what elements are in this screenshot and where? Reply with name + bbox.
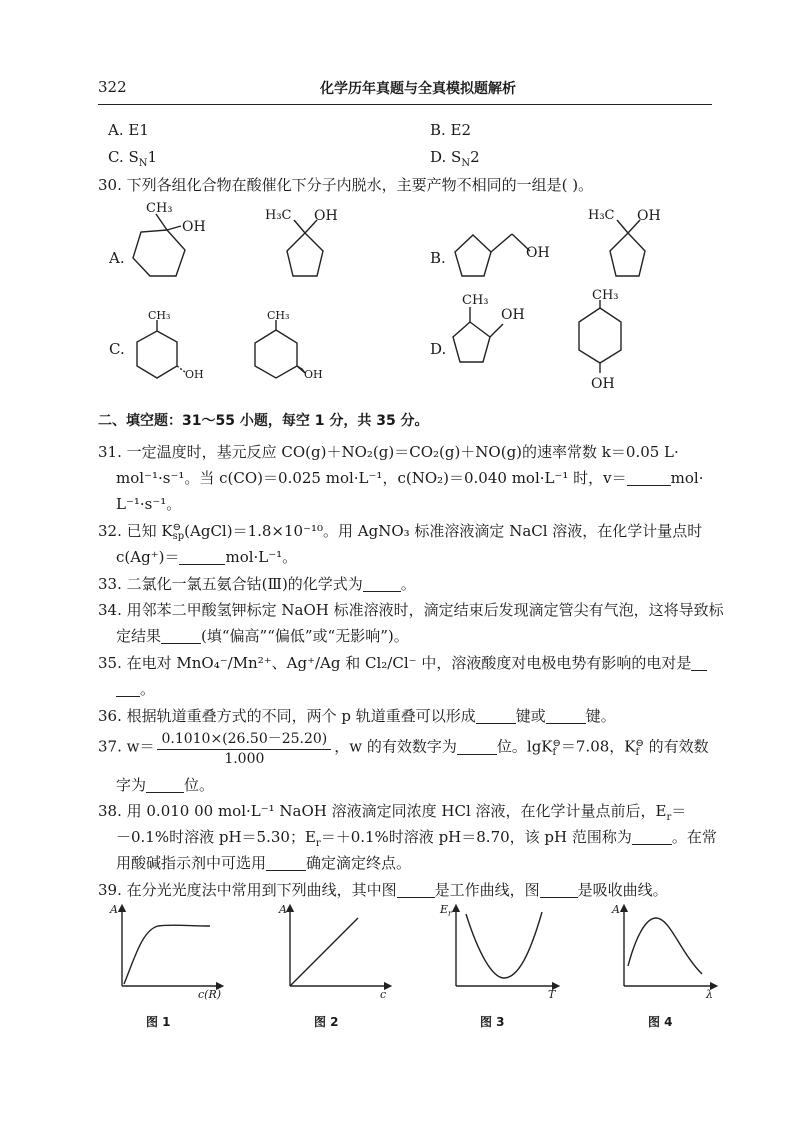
d1-ch3: CH₃ xyxy=(462,293,489,308)
q34-blank[interactable] xyxy=(161,628,201,644)
figure-1-curve xyxy=(124,925,210,984)
q39-blank-2[interactable] xyxy=(540,882,578,898)
q36-blank-1[interactable] xyxy=(476,708,516,724)
ring-b1 xyxy=(455,235,491,276)
q30-label-c: C. xyxy=(109,340,125,358)
b2-h3c: H₃C xyxy=(588,208,615,223)
ring-b2 xyxy=(610,233,645,276)
q38-line1: 38. 用 0.010 00 mol·L⁻¹ NaOH 溶液滴定同浓度 HCl 溶液，在化学计量点前后，$E_r=$ xyxy=(98,802,687,823)
figure-3-caption: 图 3 xyxy=(480,1015,505,1029)
figure-1-xlabel: c(R) xyxy=(198,988,222,1001)
q39-line: 39. 在分光光度法中常用到下列曲线，其中图 是工作曲线，图 是吸收曲线。 xyxy=(98,881,668,899)
figure-4-curve xyxy=(628,918,702,974)
figure-1-ylabel: A xyxy=(110,903,118,916)
q35-line1: 35. 在电对 MnO₄⁻/Mn²⁺、Ag⁺/Ag 和 Cl₂/Cl⁻ 中，溶液酸度对电极电势有影响的电对是 xyxy=(98,652,707,673)
q32-line1: 32. 已知 K ⊖ sp (AgCl)＝1.8×10⁻¹⁰。用 AgNO₃ 标准溶液滴定 NaCl 溶液，在化学计量点时 xyxy=(98,522,703,542)
q31-blank[interactable] xyxy=(627,470,671,486)
c1-oh: OH xyxy=(185,368,204,381)
a2-oh: OH xyxy=(314,208,338,224)
q30-label-a: A. xyxy=(109,249,125,267)
c2-ch3: CH₃ xyxy=(267,309,290,322)
c1-ch3: CH₃ xyxy=(148,309,171,322)
q33-blank[interactable] xyxy=(363,576,401,592)
ring-a1 xyxy=(133,230,185,276)
q29-option-d: D. $S_N2$ xyxy=(430,148,480,169)
q31-line3: L⁻¹·s⁻¹。 xyxy=(116,495,182,513)
running-title: 化学历年真题与全真模拟题解析 xyxy=(320,81,516,97)
q29-option-a: A. E1 xyxy=(108,121,149,139)
figure-4-axes xyxy=(624,908,714,986)
q37-blank-1[interactable] xyxy=(457,739,497,755)
figure-4-ylabel: A xyxy=(612,903,620,916)
figure-2-axes xyxy=(290,908,388,986)
ring-a2 xyxy=(287,233,323,276)
figure-3-curve xyxy=(466,912,542,978)
q29-option-b: B. E2 xyxy=(430,121,472,139)
a1-ch3: CH₃ xyxy=(146,201,173,216)
q38-line3: 用酸碱指示剂中可选用 确定滴定终点。 xyxy=(116,854,412,872)
d2-oh: OH xyxy=(591,376,615,392)
q38-blank-1[interactable] xyxy=(632,829,672,845)
q31-line2: mol⁻¹·s⁻¹。当 c(CO)＝0.025 mol·L⁻¹，c(NO₂)＝0.040 mol·L⁻¹ 时，v＝ mol· xyxy=(116,469,704,487)
q36-line: 36. 根据轨道重叠方式的不同，两个 p 轨道重叠可以形成 键或 键。 xyxy=(98,707,616,725)
q32-blank[interactable] xyxy=(179,549,225,565)
q35-line2: 。 xyxy=(116,678,155,699)
ring-d2 xyxy=(579,308,621,363)
q30-stem: 30. 下列各组化合物在酸催化下分子内脱水，主要产物不相同的一组是( )。 xyxy=(98,176,594,194)
figure-2-line xyxy=(290,918,358,986)
b2-oh: OH xyxy=(637,208,661,224)
section-heading: 二、填空题：31～55 小题，每空 1 分，共 35 分。 xyxy=(98,413,429,429)
q37-blank-2[interactable] xyxy=(146,777,184,793)
c2-oh: OH xyxy=(304,368,323,381)
a1-oh: OH xyxy=(182,219,206,235)
ring-c1 xyxy=(137,331,177,378)
b1-oh: OH xyxy=(526,245,550,261)
figure-1-axes xyxy=(122,908,220,986)
q30-label-d: D. xyxy=(430,340,447,358)
figure-2-caption: 图 2 xyxy=(314,1015,339,1029)
figure-4-xlabel: λ xyxy=(706,988,713,1001)
figure-2-xlabel: c xyxy=(380,988,387,1001)
ring-d1 xyxy=(453,322,490,362)
figure-3-ylabel: $E_r$ xyxy=(440,903,452,919)
q32-line2: c(Ag⁺)＝ mol·L⁻¹。 xyxy=(116,548,298,566)
figure-4-caption: 图 4 xyxy=(648,1015,673,1029)
q37-line1: 37. w＝ $\frac{0.1010\times(26.50-25.20)}{1.000}$ ，w 的有效数字为 位。lgK ⊖ f ＝7.08，K ⊖ f 的有效数 xyxy=(98,728,709,767)
q34-line1: 34. 用邻苯二甲酸氢钾标定 NaOH 标准溶液时，滴定结束后发现滴定管尖有气泡，这将导致标 xyxy=(98,601,724,619)
q35-blank-b[interactable] xyxy=(116,681,140,697)
q33-line: 33. 二氯化一氯五氨合钴(Ⅲ)的化学式为 。 xyxy=(98,575,416,593)
q37-line2: 字为 位。 xyxy=(116,776,215,794)
figure-3-axes xyxy=(456,908,556,986)
q38-line2: －0.1%时溶液 pH＝5.30；$E_r=+0.1\%$时溶液 pH＝8.70，该 pH 范围称为 。在常 xyxy=(116,828,717,849)
q35-blank-a[interactable] xyxy=(691,655,707,671)
page-number: 322 xyxy=(98,78,127,96)
figure-1-caption: 图 1 xyxy=(146,1015,171,1029)
q39-figures xyxy=(100,900,740,1040)
figure-2-ylabel: A xyxy=(279,903,287,916)
ring-c2 xyxy=(255,330,297,378)
d1-oh: OH xyxy=(501,307,525,323)
figure-3-xlabel: T xyxy=(548,988,556,1001)
q29-option-c: C. $S_N1$ xyxy=(108,148,158,169)
q38-blank-2[interactable] xyxy=(266,855,306,871)
q37-fraction: $\frac{0.1010\times(26.50-25.20)}{1.000}$ xyxy=(157,728,331,767)
q39-blank-1[interactable] xyxy=(397,882,435,898)
d2-ch3: CH₃ xyxy=(592,288,619,303)
q36-blank-2[interactable] xyxy=(546,708,586,724)
q34-line2: 定结果 (填“偏高”“偏低”或“无影响”)。 xyxy=(116,627,409,645)
q30-label-b: B. xyxy=(430,249,446,267)
a2-h3c: H₃C xyxy=(265,208,292,223)
q31-line1: 31. 一定温度时，基元反应 CO(g)＋NO₂(g)＝CO₂(g)＋NO(g)的速率常数 k＝0.05 L· xyxy=(98,443,679,461)
